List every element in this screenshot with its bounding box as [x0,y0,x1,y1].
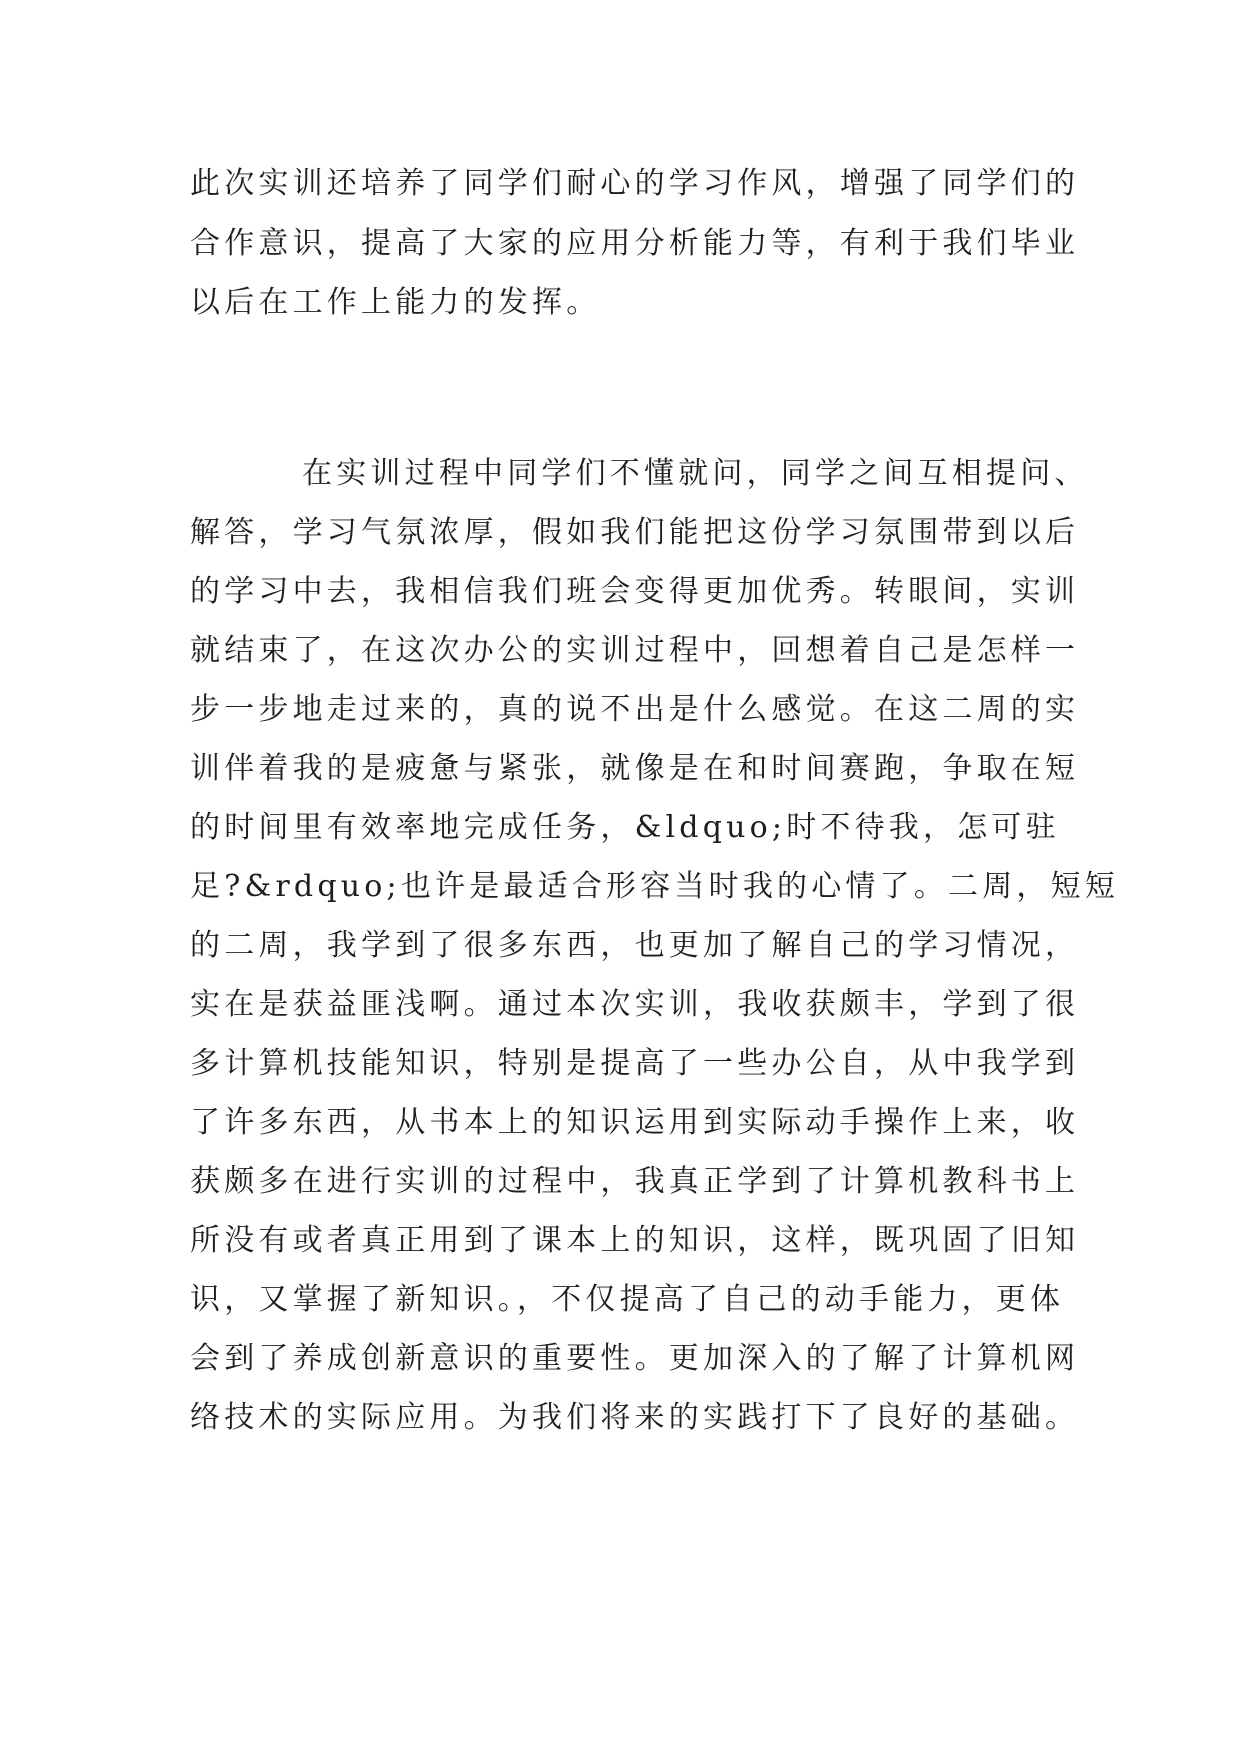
paragraph-line: 解答，学习气氛浓厚，假如我们能把这份学习氛围带到以后 [190,515,1080,550]
paragraph-line: 所没有或者真正用到了课本上的知识，这样，既巩固了旧知 [190,1223,1080,1258]
paragraph-line: 获颇多在进行实训的过程中，我真正学到了计算机教科书上 [190,1164,1080,1199]
paragraph-line: 的二周，我学到了很多东西，也更加了解自己的学习情况， [190,928,1080,963]
paragraph-line: 以后在工作上能力的发挥。 [190,285,601,320]
paragraph-line: 合作意识，提高了大家的应用分析能力等，有利于我们毕业 [190,226,1080,261]
paragraph-line: 实在是获益匪浅啊。通过本次实训，我收获颇丰，学到了很 [190,987,1080,1022]
paragraph-line: 的时间里有效率地完成任务，&ldquo;时不待我，怎可驻 [190,810,1060,845]
paragraph-line: 步一步地走过来的，真的说不出是什么感觉。在这二周的实 [190,692,1080,727]
paragraph-line: 了许多东西，从书本上的知识运用到实际动手操作上来，收 [190,1105,1080,1140]
paragraph-line: 多计算机技能知识，特别是提高了一些办公自，从中我学到 [190,1046,1080,1081]
paragraph-line: 络技术的实际应用。为我们将来的实践打下了良好的基础。 [190,1400,1080,1435]
paragraph-line: 在实训过程中同学们不懂就问，同学之间互相提问、 [302,456,1089,491]
paragraph-line: 训伴着我的是疲惫与紧张，就像是在和时间赛跑，争取在短 [190,751,1080,786]
paragraph-line: 识，又掌握了新知识。，不仅提高了自己的动手能力，更体 [190,1282,1065,1317]
paragraph-line: 此次实训还培养了同学们耐心的学习作风，增强了同学们的 [190,166,1080,201]
paragraph-line: 就结束了，在这次办公的实训过程中，回想着自己是怎样一 [190,633,1080,668]
paragraph-line: 会到了养成创新意识的重要性。更加深入的了解了计算机网 [190,1341,1080,1376]
paragraph-line: 足?&rdquo;也许是最适合形容当时我的心情了。二周，短短 [190,869,1120,904]
paragraph-line: 的学习中去，我相信我们班会变得更加优秀。转眼间，实训 [190,574,1080,609]
